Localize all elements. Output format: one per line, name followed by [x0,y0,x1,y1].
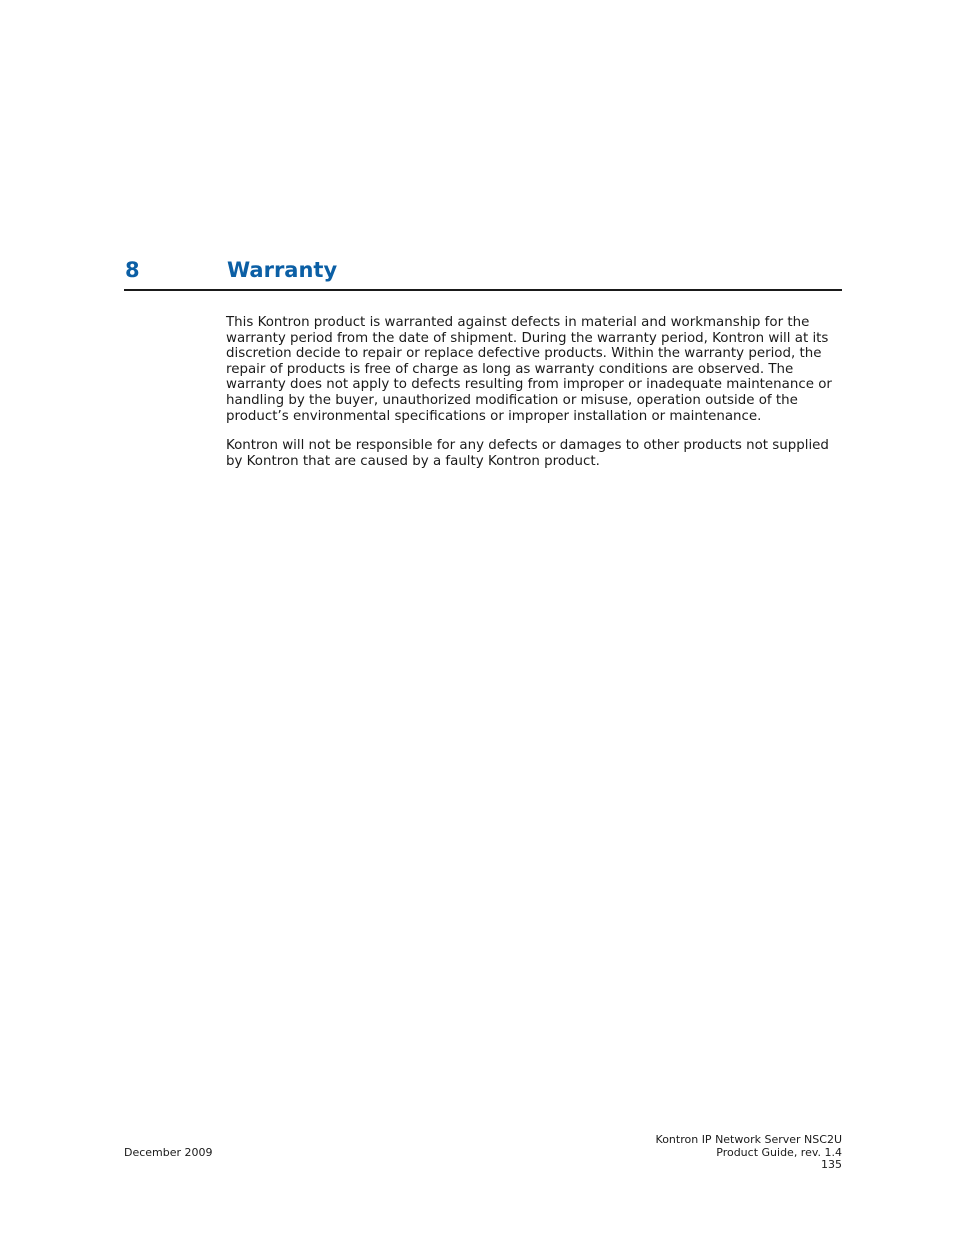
chapter-heading [124,256,842,291]
footer-product-info [656,1134,842,1172]
footer-product-name: Kontron IP Network Server NSC2U [655,1133,842,1146]
footer-date: December 2009 [124,1146,213,1159]
liability-paragraph: Kontron will not be responsible for any defects or damages to other products not supplied by Kontron that are caused by a faulty Kontron product. [226,438,829,469]
warranty-paragraph: This Kontron product is warranted against defects in material and workmanship for the warranty period from the date of shipment. During the warranty period, Kontron will at its discretion decide to repair or replace defective products. Within the warranty period, the repair of products is free of charge as long as warranty conditions are observed. The warranty does not apply to defects resulting from improper or inadequate maintenance or handling by the buyer, unauthorized modification or misuse, operation outside of the product’s environmental specifications or improper installation or maintenance. [226,315,832,424]
warranty-body [226,315,842,483]
footer-page-number: 135 [821,1158,842,1171]
footer-guide-revision: Product Guide, rev. 1.4 [716,1145,842,1159]
chapter-title: Warranty [227,258,338,282]
chapter-number: 8 [125,258,140,282]
